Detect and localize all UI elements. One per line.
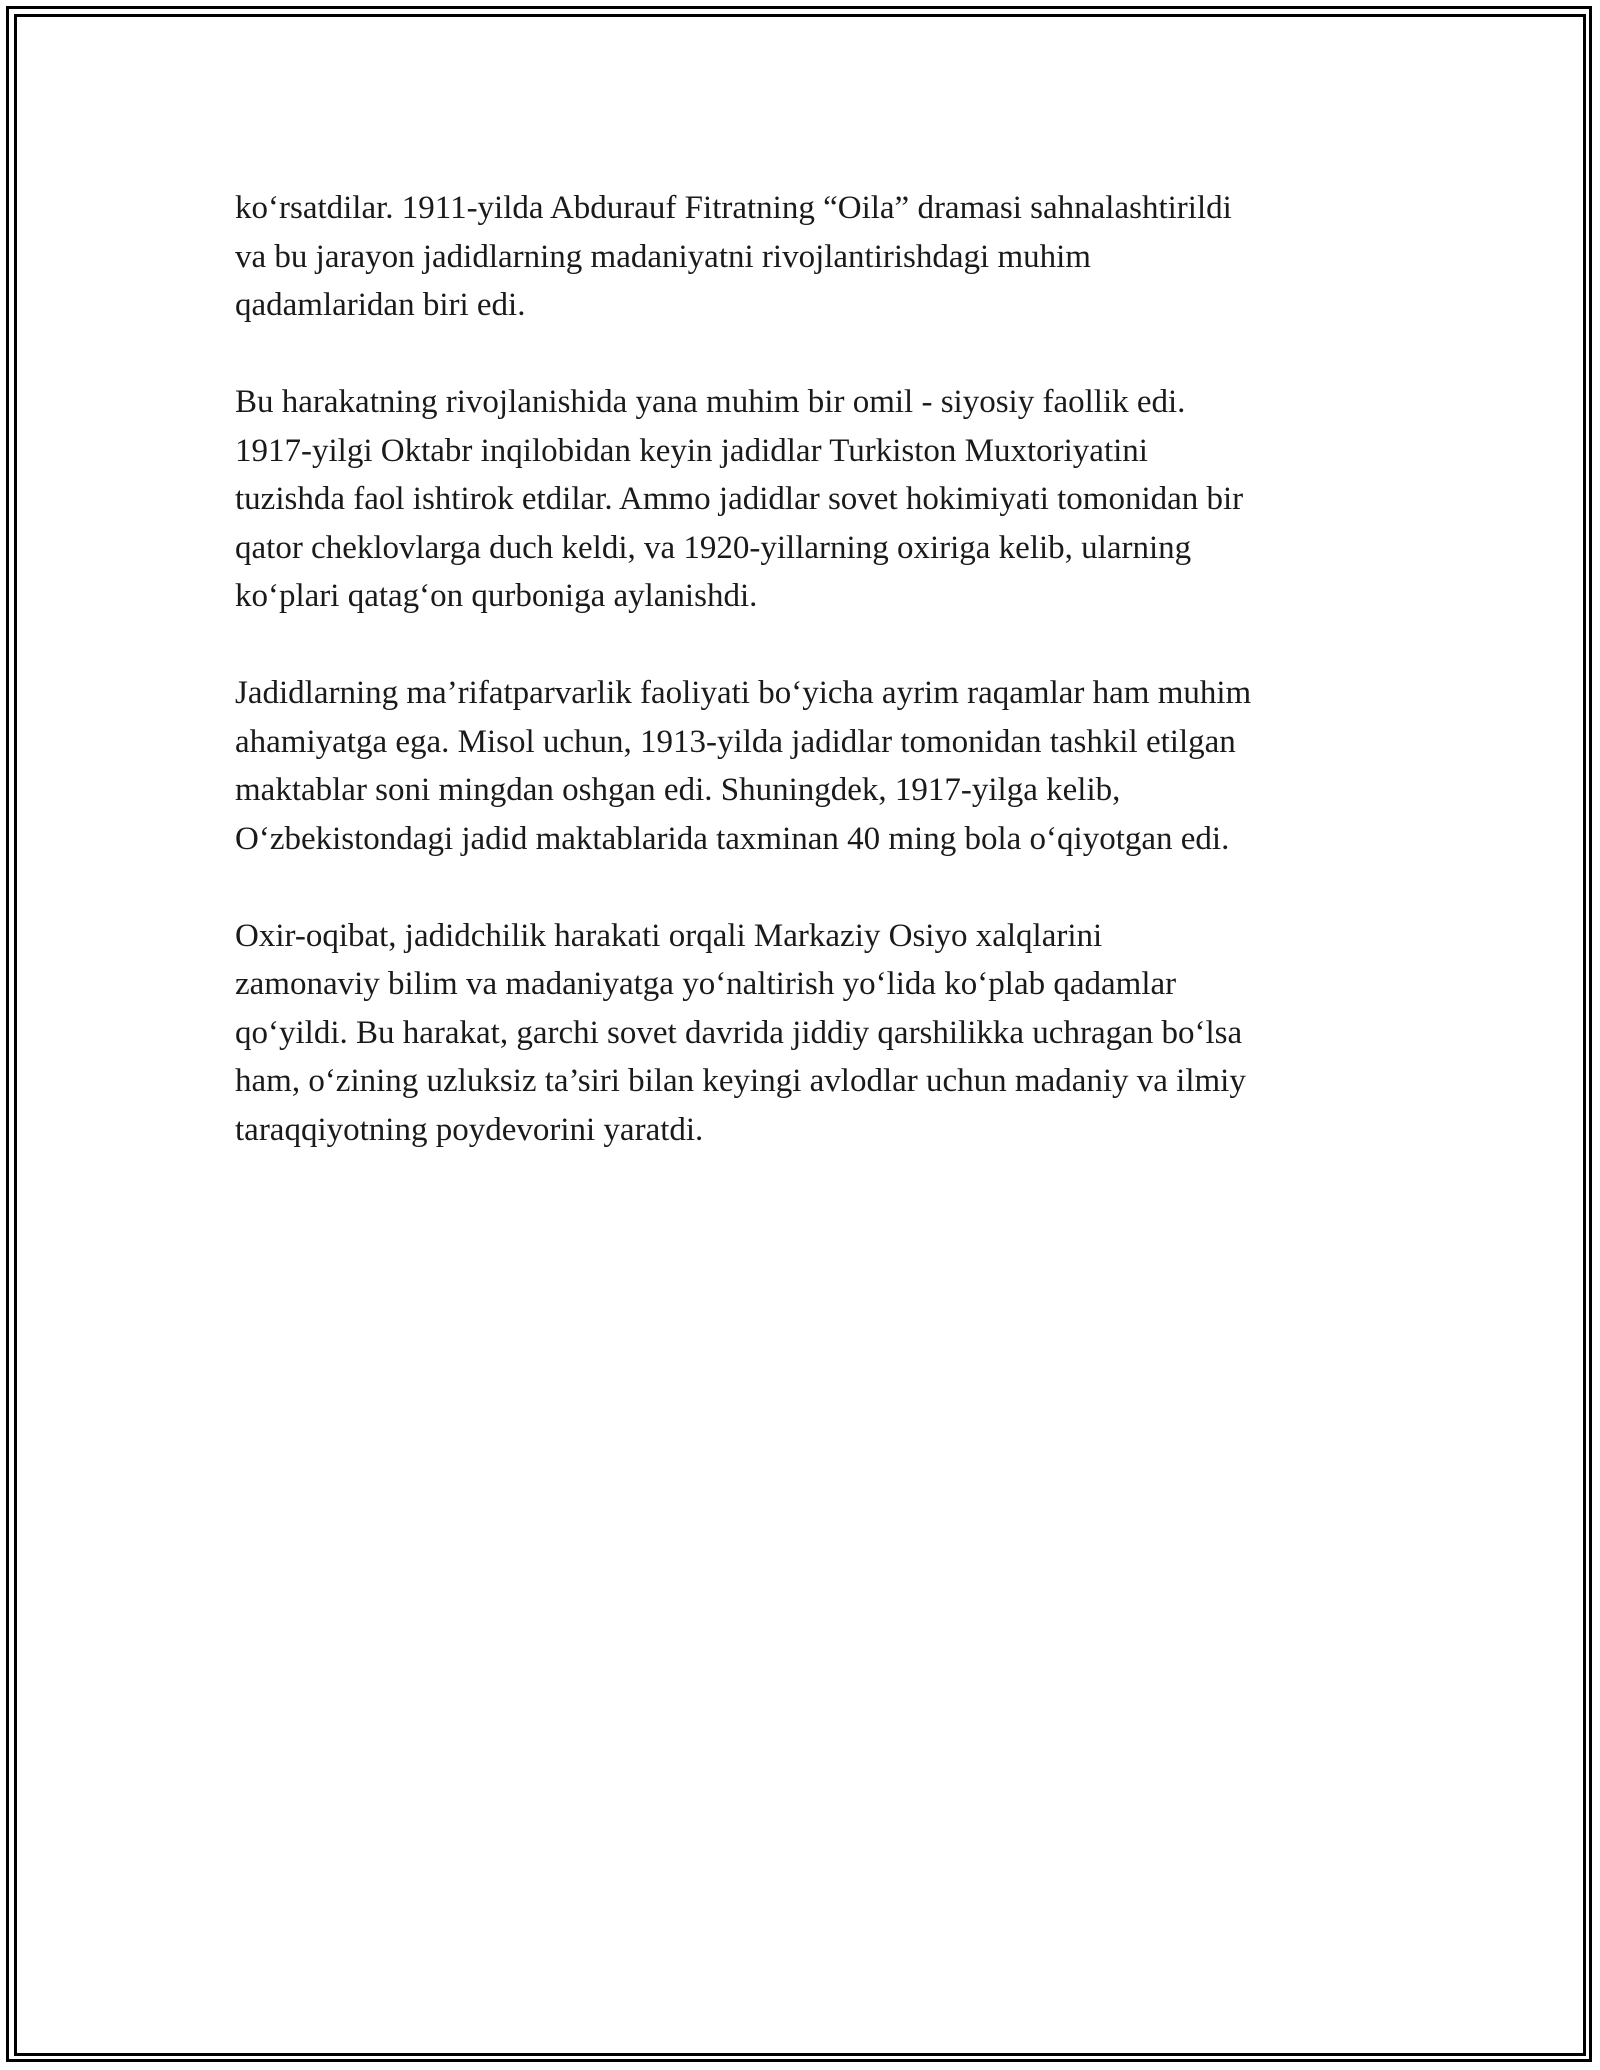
text-line: maktablar soni mingdan oshgan edi. Shuningdek, 1917-yilga kelib, (235, 772, 1121, 808)
text-line: ham, o‘zining uzluksiz ta’siri bilan keyingi avlodlar uchun madaniy va ilmiy (235, 1063, 1246, 1099)
text-line: ko‘rsatdilar. 1911-yilda Abdurauf Fitratning “Oila” dramasi sahnalashtirildi (235, 190, 1232, 226)
text-line: tuzishda faol ishtirok etdilar. Ammo jadidlar sovet hokimiyati tomonidan bir (235, 481, 1244, 517)
text-line: va bu jarayon jadidlarning madaniyatni rivojlantirishdagi muhim (235, 238, 1091, 275)
paragraph-1 (235, 184, 1375, 330)
text-line: qator cheklovlarga duch keldi, va 1920-yillarning oxiriga kelib, ularning (235, 529, 1192, 566)
paragraph-3 (235, 669, 1375, 863)
paragraph-4 (235, 912, 1375, 1155)
text-line: ko‘plari qatag‘on qurboniga aylanishdi. (235, 578, 758, 614)
text-line: O‘zbekistondagi jadid maktablarida taxminan 40 ming bola o‘qiyotgan edi. (235, 820, 1230, 857)
text-line: 1917-yilgi Oktabr inqilobidan keyin jadidlar Turkiston Muxtoriyatini (235, 432, 1148, 469)
text-line: zamonaviy bilim va madaniyatga yo‘naltirish yo‘lida ko‘plab qadamlar (235, 966, 1177, 1002)
text-line: Bu harakatning rivojlanishida yana muhim bir omil - siyosiy faollik edi. (235, 384, 1186, 420)
text-line: qadamlaridan biri edi. (235, 287, 526, 323)
text-line: Oxir-oqibat, jadidchilik harakati orqali Markaziy Osiyo xalqlarini (235, 917, 1103, 954)
text-line: Jadidlarning ma’rifatparvarlik faoliyati bo‘yicha ayrim raqamlar ham muhim (235, 675, 1252, 711)
paragraph-2 (235, 378, 1375, 621)
text-line: qo‘yildi. Bu harakat, garchi sovet davrida jiddiy qarshilikka uchragan bo‘lsa (235, 1014, 1243, 1051)
text-line: taraqqiyotning poydevorini yaratdi. (235, 1111, 704, 1148)
document-body (235, 184, 1375, 1203)
text-line: ahamiyatga ega. Misol uchun, 1913-yilda jadidlar tomonidan tashkil etilgan (235, 723, 1236, 760)
